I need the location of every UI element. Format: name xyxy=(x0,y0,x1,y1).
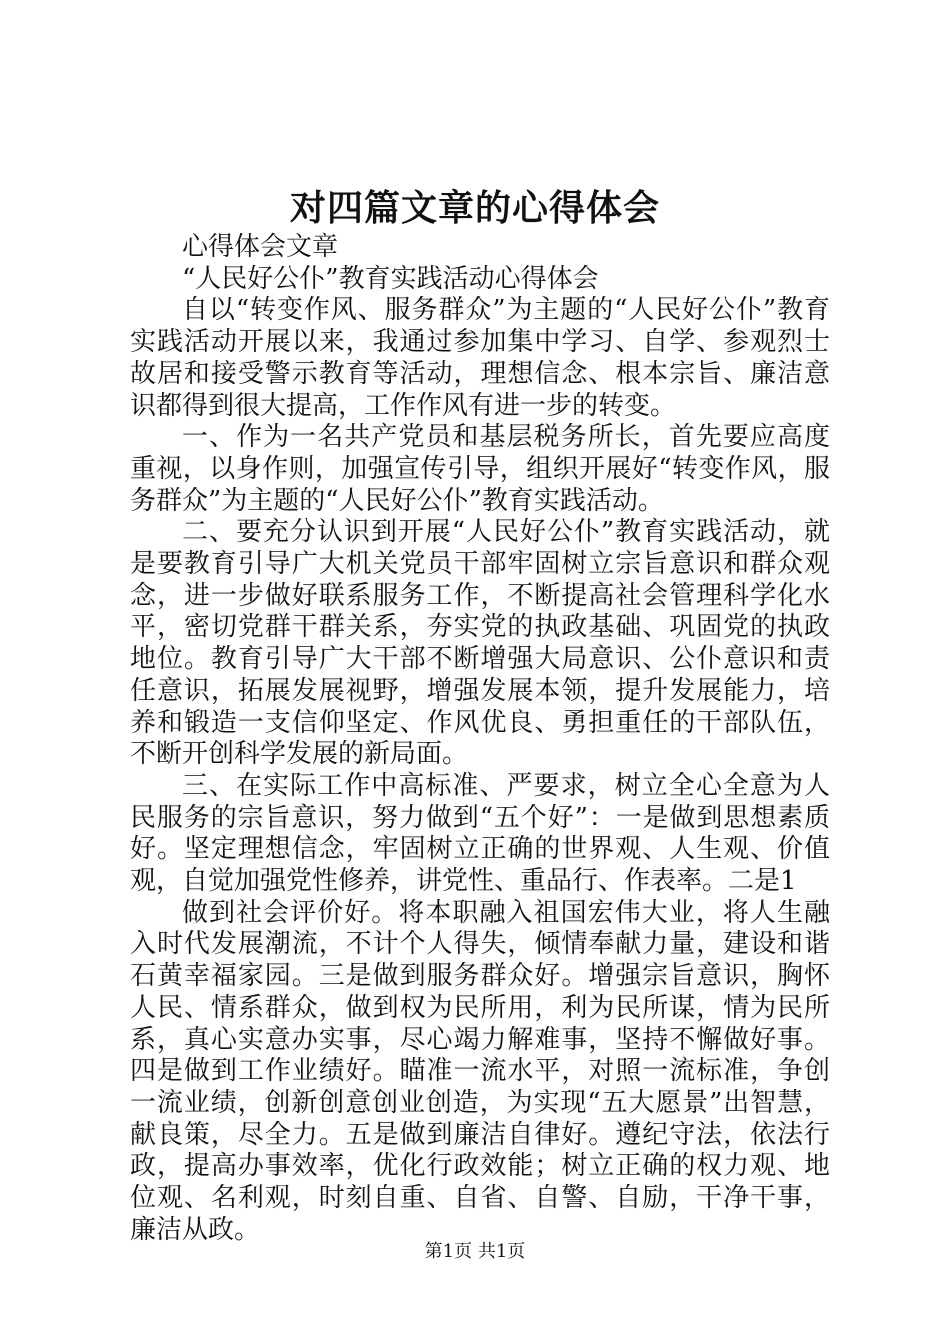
document-body xyxy=(130,232,830,1247)
paragraph-point-2: 二、要充分认识到开展“人民好公仆”教育实践活动，就是要教育引导广大机关党员干部牢固树立宗旨意识和群众观念，进一步做好联系服务工作，不断提高社会管理科学化水平，密切党群干群关系，夯实党的执政基础、巩固党的执政地位。教育引导广大干部不断增强大局意识、公仆意识和责任意识，拓展发展视野，增强发展本领，提升发展能力，培养和锻造一支信仰坚定、作风优良、勇担重任的干部队伍，不断开创科学发展的新局面。 xyxy=(130,517,830,770)
paragraph-intro: 自以“转变作风、服务群众”为主题的“人民好公仆”教育实践活动开展以来，我通过参加集中学习、自学、参观烈士故居和接受警示教育等活动，理想信念、根本宗旨、廉洁意识都得到很大提高，工作作风有进一步的转变。 xyxy=(130,295,830,421)
paragraph-subtitle-1: 心得体会文章 xyxy=(182,232,339,262)
paragraph-point-3-continued: 做到社会评价好。将本职融入祖国宏伟大业，将人生融入时代发展潮流，不计个人得失，倾情奉献力量，建设和谐石黄幸福家园。三是做到服务群众好。增强宗旨意识，胸怀人民、情系群众，做到权为民所用，利为民所谋，情为民所系，真心实意办实事，尽心竭力解难事，坚持不懈做好事。四是做到工作业绩好。瞄准一流水平，对照一流标准，争创一流业绩，创新创意创业创造，为实现“五大愿景”出智慧，献良策，尽全力。五是做到廉洁自律好。遵纪守法，依法行政，提高办事效率，优化行政效能；树立正确的权力观、地位观、名利观，时刻自重、自省、自警、自励，干净干事，廉洁从政。 xyxy=(130,897,830,1245)
document-title: 对四篇文章的心得体会 xyxy=(289,187,660,229)
paragraph-subtitle-2: “人民好公仆”教育实践活动心得体会 xyxy=(182,263,599,294)
page-number-footer: 第1页 共1页 xyxy=(424,1241,526,1262)
paragraph-point-3: 三、在实际工作中高标准、严要求，树立全心全意为人民服务的宗旨意识，努力做到“五个好”：一是做到思想素质好。坚定理想信念，牢固树立正确的世界观、人生观、价值观，自觉加强党性修养，讲党性、重品行、作表率。二是1 xyxy=(130,770,830,897)
paragraph-point-1: 一、作为一名共产党员和基层税务所长，首先要应高度重视，以身作则，加强宣传引导，组织开展好“转变作风，服务群众”为主题的“人民好公仆”教育实践活动。 xyxy=(130,422,830,516)
